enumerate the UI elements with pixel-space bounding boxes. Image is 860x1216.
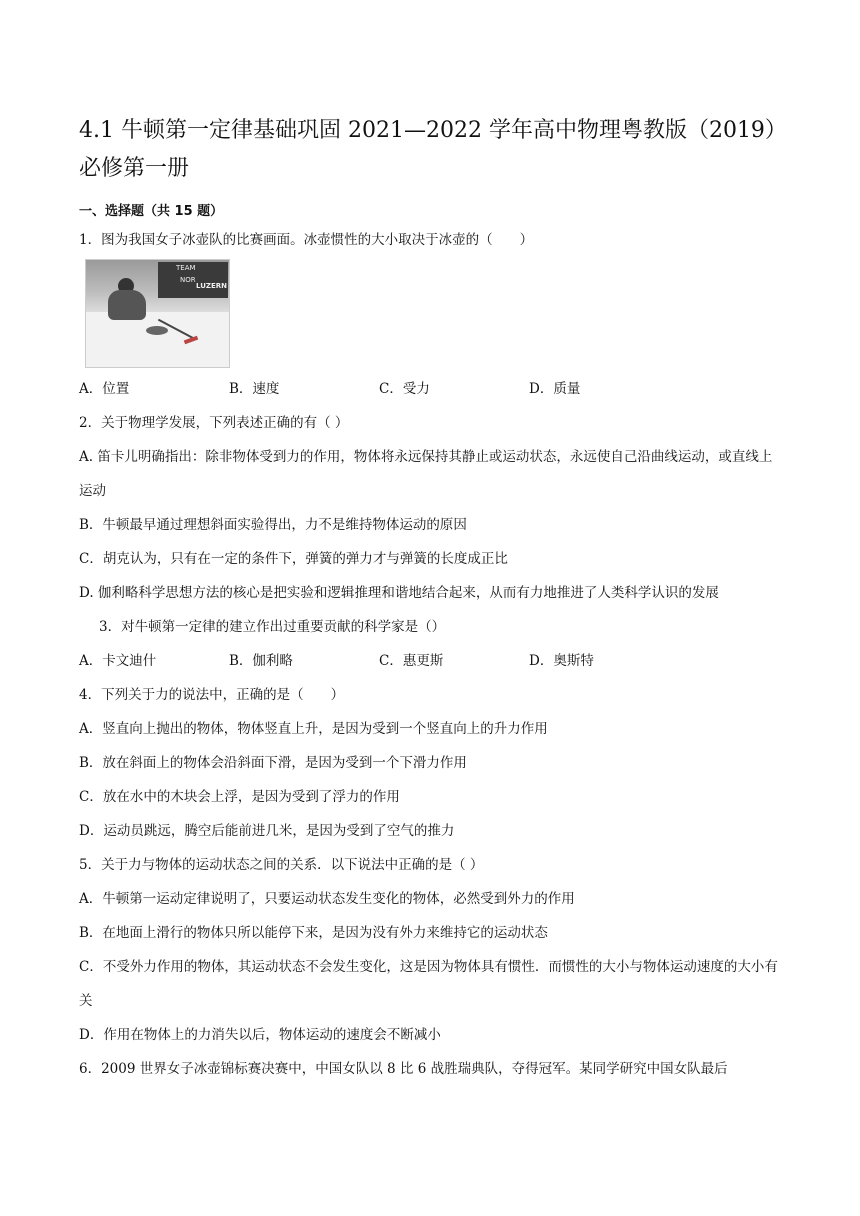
question-2-option-b: B．牛顿最早通过理想斜面实验得出，力不是维持物体运动的原因 — [79, 517, 467, 533]
curling-stone — [146, 326, 168, 335]
option-d: D．奥斯特 — [529, 653, 594, 669]
question-4-option-d: D．运动员跳远，腾空后能前进几米，是因为受到了空气的推力 — [79, 823, 455, 839]
option-a: A．位置 — [79, 381, 130, 397]
title-line-1: 4.1 牛顿第一定律基础巩固 2021—2022 学年高中物理粤教版（2019） — [79, 118, 787, 143]
scoreboard — [158, 262, 228, 298]
section-heading: 一、选择题（共 15 题） — [79, 204, 224, 219]
question-2-stem: 2．关于物理学发展，下列表述正确的有（ ） — [79, 415, 349, 431]
question-3-options — [79, 644, 784, 678]
option-b: B．速度 — [229, 381, 280, 397]
option-c: C．惠更斯 — [379, 653, 444, 669]
question-5-option-d: D．作用在物体上的力消失以后，物体运动的速度会不断减小 — [79, 1027, 441, 1043]
board-text-team: TEAM — [176, 264, 196, 272]
curling-photo — [85, 259, 230, 368]
question-5-option-b: B．在地面上滑行的物体只所以能停下来，是因为没有外力来维持它的运动状态 — [79, 925, 548, 941]
question-5-stem: 5．关于力与物体的运动状态之间的关系．以下说法中正确的是（ ） — [79, 857, 484, 873]
title-line-2: 必修第一册 — [79, 156, 190, 181]
question-2-option-d: D. 伽利略科学思想方法的核心是把实验和逻辑推理和谐地结合起来，从而有力地推进了人类科学认识的发展 — [79, 585, 719, 601]
player-figure — [108, 290, 146, 320]
board-text-luzern: LUZERN — [196, 282, 228, 290]
question-2-option-c: C．胡克认为，只有在一定的条件下，弹簧的弹力才与弹簧的长度成正比 — [79, 551, 508, 567]
question-2-option-a: A. 笛卡儿明确指出：除非物体受到力的作用，物体将永远保持其静止或运动状态，永远使自己沿曲线运动，或直线上运动 — [79, 449, 773, 499]
document-title — [79, 112, 787, 188]
question-1-options — [79, 372, 784, 406]
question-6-stem: 6．2009 世界女子冰壶锦标赛决赛中，中国女队以 8 比 6 战胜瑞典队，夺得冠军。某同学研究中国女队最后 — [79, 1061, 728, 1077]
option-c: C．受力 — [379, 381, 430, 397]
option-b: B．伽利略 — [229, 653, 293, 669]
option-a: A．卡文迪什 — [79, 653, 157, 669]
question-3-stem: 3．对牛顿第一定律的建立作出过重要贡献的科学家是（） — [99, 619, 446, 635]
question-4-option-a: A．竖直向上抛出的物体，物体竖直上升，是因为受到一个竖直向上的升力作用 — [79, 721, 548, 737]
board-text-nor: NOR — [180, 276, 196, 284]
question-5-option-a: A．牛顿第一运动定律说明了，只要运动状态发生变化的物体，必然受到外力的作用 — [79, 891, 575, 907]
document-page — [79, 112, 787, 1086]
option-d: D．质量 — [529, 381, 581, 397]
question-1-stem: 1．图为我国女子冰壶队的比赛画面。冰壶惯性的大小取决于冰壶的（ ） — [79, 232, 534, 248]
question-4-stem: 4．下列关于力的说法中，正确的是（ ） — [79, 687, 345, 703]
question-5-option-c: C．不受外力作用的物体，其运动状态不会发生变化，这是因为物体具有惯性．而惯性的大小与物体运动速度的大小有关 — [79, 959, 778, 1009]
question-4-option-b: B．放在斜面上的物体会沿斜面下滑，是因为受到一个下滑力作用 — [79, 755, 467, 771]
question-4-option-c: C．放在水中的木块会上浮，是因为受到了浮力的作用 — [79, 789, 400, 805]
